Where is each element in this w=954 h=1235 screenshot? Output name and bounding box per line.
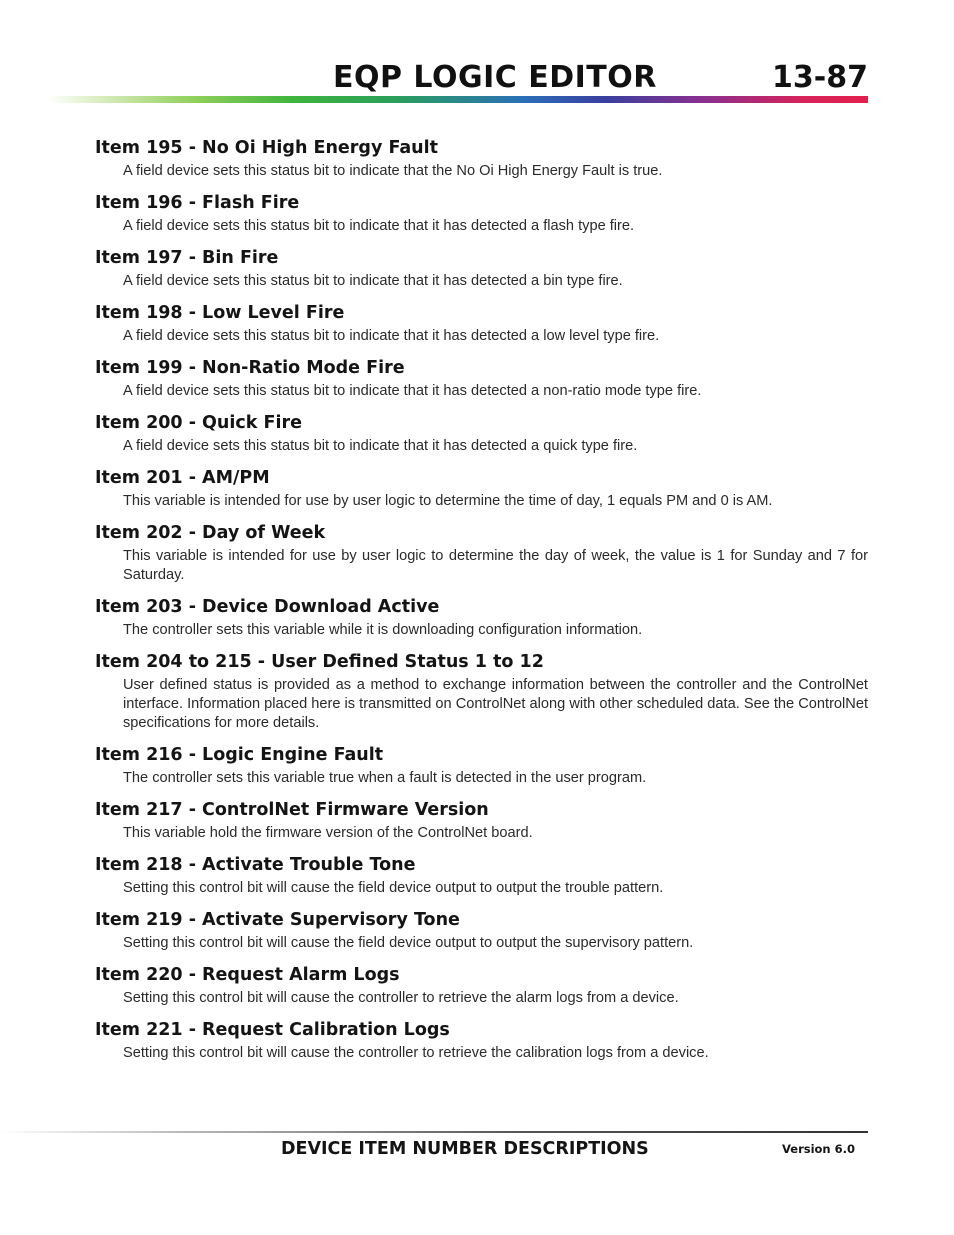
item-description: A field device sets this status bit to indicate that the No Oi High Energy Fault is true. xyxy=(123,163,663,179)
item-heading: Item 218 - Activate Trouble Tone xyxy=(95,855,416,875)
item-heading: Item 199 - Non-Ratio Mode Fire xyxy=(95,358,405,378)
item-201 xyxy=(95,466,868,521)
item-description: A field device sets this status bit to indicate that it has detected a non-ratio mode type fire. xyxy=(123,383,702,399)
item-description: The controller sets this variable true when a fault is detected in the user program. xyxy=(123,770,647,786)
page-title: EQP LOGIC EDITOR xyxy=(333,60,657,95)
item-221 xyxy=(95,1018,868,1073)
item-description: This variable is intended for use by user logic to determine the time of day, 1 equals PM and 0 is AM. xyxy=(123,493,773,509)
item-description: Setting this control bit will cause the controller to retrieve the calibration logs from a device. xyxy=(123,1045,709,1061)
item-heading: Item 198 - Low Level Fire xyxy=(95,303,345,323)
item-description: Setting this control bit will cause the field device output to output the supervisory pattern. xyxy=(123,935,694,951)
item-description: User defined status is provided as a method to exchange information between the controller and the ControlNet interface. Information placed here is transmitted on ControlNet along with other scheduled data. See the ControlNet specifications for more details. xyxy=(123,677,868,731)
item-195 xyxy=(95,136,868,191)
item-198 xyxy=(95,301,868,356)
item-217 xyxy=(95,798,868,853)
item-219 xyxy=(95,908,868,963)
footer-rule xyxy=(0,1131,868,1133)
item-description: A field device sets this status bit to indicate that it has detected a low level type fire. xyxy=(123,328,660,344)
item-description: A field device sets this status bit to indicate that it has detected a bin type fire. xyxy=(123,273,623,289)
item-description: The controller sets this variable while it is downloading configuration information. xyxy=(123,622,643,638)
item-description: A field device sets this status bit to indicate that it has detected a flash type fire. xyxy=(123,218,635,234)
item-heading: Item 204 to 215 - User Defined Status 1 to 12 xyxy=(95,652,544,672)
item-heading: Item 200 - Quick Fire xyxy=(95,413,302,433)
item-220 xyxy=(95,963,868,1018)
item-199 xyxy=(95,356,868,411)
item-heading: Item 201 - AM/PM xyxy=(95,468,270,488)
item-197 xyxy=(95,246,868,301)
item-heading: Item 196 - Flash Fire xyxy=(95,193,300,213)
item-204-215 xyxy=(95,650,868,743)
item-heading: Item 203 - Device Download Active xyxy=(95,597,440,617)
item-heading: Item 195 - No Oi High Energy Fault xyxy=(95,138,439,158)
item-203 xyxy=(95,595,868,650)
item-200 xyxy=(95,411,868,466)
footer-section-title: DEVICE ITEM NUMBER DESCRIPTIONS xyxy=(281,1139,649,1159)
page-number: 13-87 xyxy=(772,60,868,95)
item-description: Setting this control bit will cause the controller to retrieve the alarm logs from a device. xyxy=(123,990,679,1006)
item-heading: Item 219 - Activate Supervisory Tone xyxy=(95,910,460,930)
item-heading: Item 216 - Logic Engine Fault xyxy=(95,745,384,765)
item-list xyxy=(95,136,868,1073)
item-heading: Item 202 - Day of Week xyxy=(95,523,326,543)
item-heading: Item 220 - Request Alarm Logs xyxy=(95,965,400,985)
item-196 xyxy=(95,191,868,246)
item-heading: Item 217 - ControlNet Firmware Version xyxy=(95,800,489,820)
header-gradient-bar xyxy=(48,96,868,103)
item-description: This variable is intended for use by user logic to determine the day of week, the value is 1 for Sunday and 7 for Saturday. xyxy=(123,548,868,583)
footer-version: Version 6.0 xyxy=(782,1142,855,1156)
item-218 xyxy=(95,853,868,908)
item-heading: Item 221 - Request Calibration Logs xyxy=(95,1020,450,1040)
item-description: A field device sets this status bit to indicate that it has detected a quick type fire. xyxy=(123,438,638,454)
item-heading: Item 197 - Bin Fire xyxy=(95,248,279,268)
item-202 xyxy=(95,521,868,595)
item-description: This variable hold the firmware version of the ControlNet board. xyxy=(123,825,533,841)
item-description: Setting this control bit will cause the field device output to output the trouble pattern. xyxy=(123,880,664,896)
item-216 xyxy=(95,743,868,798)
